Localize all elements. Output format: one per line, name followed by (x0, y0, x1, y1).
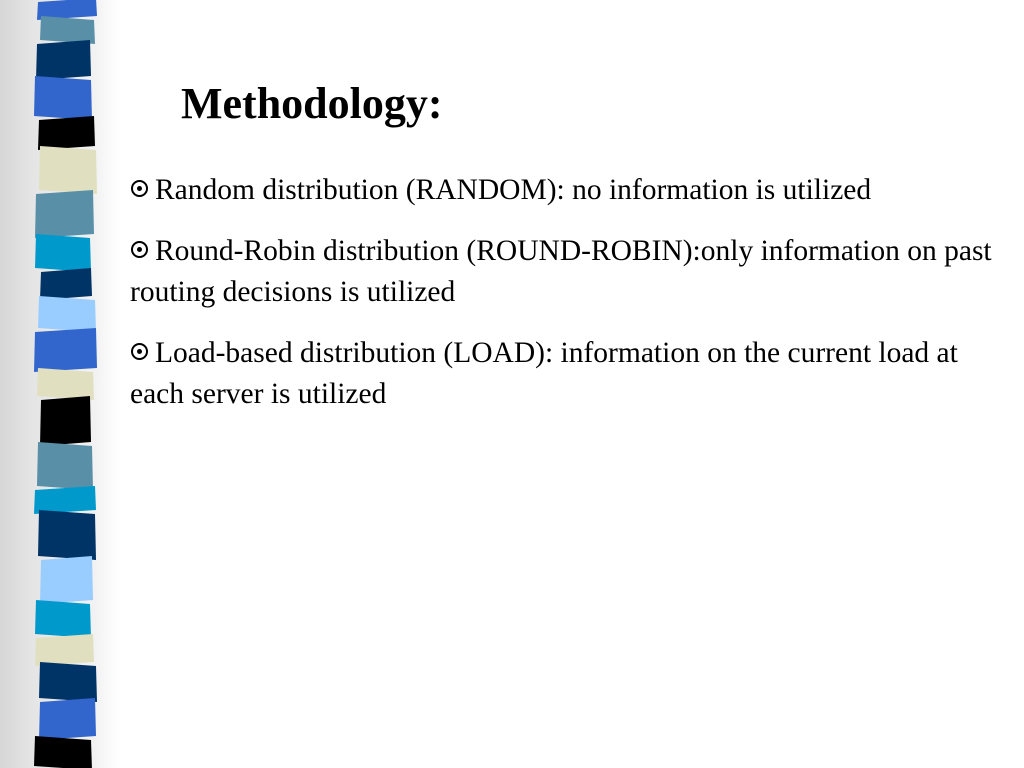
circled-dot-icon (130, 342, 151, 363)
bullet-text: Round-Robin distribution (ROUND-ROBIN):only information on past routing decisions is utilized (130, 235, 992, 308)
strip-segment (38, 510, 96, 560)
slide-title: Methodology: (181, 79, 443, 128)
strip-segment (40, 556, 93, 604)
bullet-item (130, 333, 1010, 415)
bullet-item (130, 170, 1010, 211)
strip-segment (38, 296, 96, 332)
strip-segment (37, 368, 94, 400)
strip-segment (40, 396, 91, 446)
bullet-text: Random distribution (RANDOM): no information is utilized (155, 174, 872, 206)
bullet-text: Load-based distribution (LOAD): information on the current load at each server is utilized (130, 337, 958, 410)
strip-segment (39, 662, 97, 702)
strip-segment (34, 76, 92, 120)
circled-dot-icon (130, 240, 151, 261)
strip-segment (40, 16, 95, 44)
bullet-item (130, 231, 1010, 313)
strip-segment (37, 442, 93, 490)
strip-segment (36, 40, 91, 80)
strip-segment (34, 736, 92, 768)
strip-segment (38, 116, 95, 150)
bullet-list (130, 170, 1010, 435)
strip-segment (35, 234, 91, 272)
strip-segment (34, 486, 96, 514)
strip-segment (35, 600, 91, 638)
strip-segment (39, 146, 97, 194)
strip-segment (40, 268, 92, 300)
strip-segment (35, 634, 94, 666)
strip-segment (35, 190, 94, 238)
strip-segment (34, 328, 97, 372)
circled-dot-icon (130, 179, 151, 200)
strip-segment (39, 698, 96, 740)
decorative-color-strip (0, 0, 120, 768)
